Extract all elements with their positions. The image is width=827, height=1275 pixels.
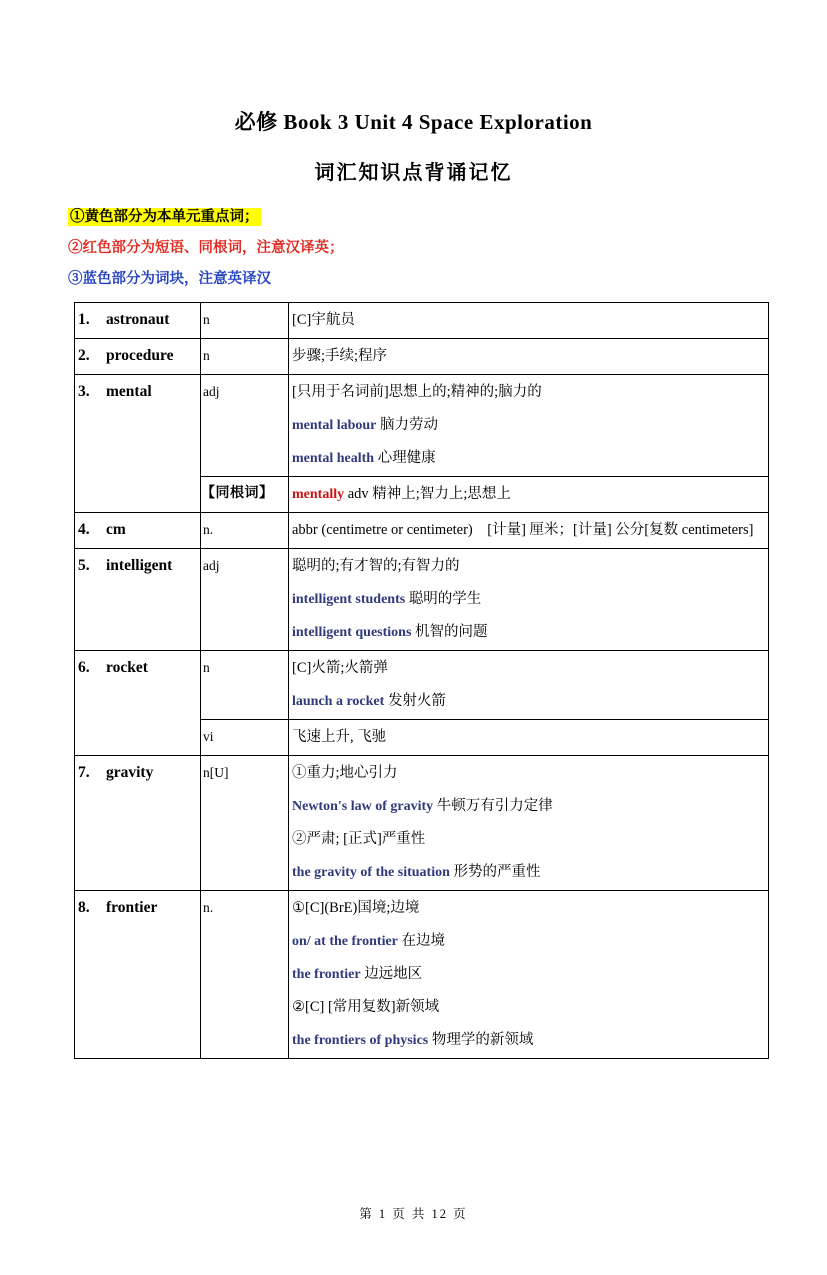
definition-text: 飞速上升, 飞驰 [292, 729, 387, 745]
definition-cell [289, 549, 769, 651]
definition-line [292, 721, 764, 754]
word-cell [75, 513, 201, 549]
definition-line [292, 925, 764, 958]
part-of-speech-cell: adj [201, 549, 289, 651]
part-of-speech-cell: n [201, 303, 289, 339]
part-of-speech-cell: vi [201, 720, 289, 756]
definition-line [292, 409, 764, 442]
definition-text: 心理健康 [374, 450, 436, 466]
definition-text: 物理学的新领域 [428, 1032, 534, 1048]
page-number-footer: 第 1 页 共 12 页 [359, 1207, 468, 1221]
definition-line [292, 442, 764, 475]
word-cell [75, 339, 201, 375]
table-row [75, 303, 769, 339]
entry-number: 2. [78, 347, 90, 364]
definition-line [292, 823, 764, 856]
page-subtitle: 词汇知识点背诵记忆 [314, 162, 513, 184]
definition-text: [C]宇航员 [292, 312, 355, 328]
note-chunks-blue-text: ③蓝色部分为词块，注意英译汉 [68, 271, 271, 287]
definition-text: abbr (centimetre or centimeter) [计量] 厘米；[计量] 公分[复数 centimeters] [292, 522, 754, 538]
entry-word: intelligent [106, 557, 173, 574]
entry-word: cm [106, 521, 126, 538]
definition-line [292, 514, 764, 547]
entry-number: 6. [78, 659, 90, 676]
definition-cell [289, 303, 769, 339]
definition-cell [289, 339, 769, 375]
definition-cell [289, 513, 769, 549]
phrase-text: mental health [292, 451, 375, 466]
definition-cell [289, 651, 769, 720]
definition-text: 边远地区 [360, 966, 423, 982]
definition-line [292, 685, 764, 718]
definition-text: 机智的问题 [411, 624, 488, 640]
definition-text: ①[C](BrE)国境;边境 [292, 900, 420, 916]
part-of-speech-cell: n. [201, 513, 289, 549]
phrase-text: intelligent questions [292, 625, 412, 640]
word-cell [75, 891, 201, 1059]
entry-word: gravity [106, 764, 154, 781]
part-of-speech-cell: n [201, 339, 289, 375]
definition-cell [289, 477, 769, 513]
definition-text: ②严肃; [正式]严重性 [292, 831, 426, 847]
definition-line [292, 616, 764, 649]
table-row [75, 339, 769, 375]
definition-text: 脑力劳动 [376, 417, 439, 433]
table-row [75, 549, 769, 651]
page-title: 必修 Book 3 Unit 4 Space Exploration [234, 110, 593, 134]
definition-text: [C]火箭;火箭弹 [292, 660, 388, 676]
entry-number: 3. [78, 383, 90, 400]
phrase-text: intelligent students [292, 592, 406, 607]
definition-line [292, 892, 764, 925]
entry-word: frontier [106, 899, 158, 916]
vocab-table [74, 302, 769, 1059]
definition-line [292, 340, 764, 373]
definition-cell [289, 756, 769, 891]
entry-word: mental [106, 383, 152, 400]
definition-cell [289, 720, 769, 756]
phrase-text: mental labour [292, 418, 377, 433]
note-phrases-red-text: ②红色部分为短语、同根词，注意汉译英； [68, 240, 344, 256]
note-key-words [68, 209, 827, 225]
phrase-text: the gravity of the situation [292, 865, 450, 880]
word-cell [75, 375, 201, 513]
part-of-speech-cell: adj [201, 375, 289, 477]
definition-text: 牛顿万有引力定律 [433, 798, 553, 814]
definition-text: ②[C] [常用复数]新领域 [292, 999, 440, 1015]
entry-word: procedure [106, 347, 174, 364]
root-word-label-cell: 【同根词】 [201, 477, 289, 513]
entry-number: 1. [78, 311, 90, 328]
phrase-text: on/ at the frontier [292, 934, 398, 949]
definition-line [292, 478, 764, 511]
definition-text: adv 精神上;智力上;思想上 [344, 486, 511, 502]
definition-line [292, 376, 764, 409]
entry-word: astronaut [106, 311, 170, 328]
definition-text: ①重力;地心引力 [292, 765, 398, 781]
phrase-text: launch a rocket [292, 694, 385, 709]
part-of-speech-cell: n[U] [201, 756, 289, 891]
vocab-table-body [75, 303, 769, 1059]
definition-line [292, 583, 764, 616]
table-row [75, 756, 769, 891]
definition-text: 发射火箭 [384, 693, 446, 709]
definition-line [292, 652, 764, 685]
entry-number: 7. [78, 764, 90, 781]
definition-line [292, 958, 764, 991]
word-cell [75, 549, 201, 651]
entry-number: 8. [78, 899, 90, 916]
definition-text: 聪明的;有才智的;有智力的 [292, 558, 460, 574]
definition-line [292, 550, 764, 583]
definition-cell [289, 375, 769, 477]
definition-text: [只用于名词前]思想上的;精神的;脑力的 [292, 384, 542, 400]
note-phrases-red [68, 240, 827, 256]
phrase-text: the frontier [292, 967, 361, 982]
definition-line [292, 991, 764, 1024]
phrase-text: Newton's law of gravity [292, 799, 434, 814]
definition-line [292, 856, 764, 889]
table-row [75, 651, 769, 720]
definition-line [292, 1024, 764, 1057]
root-word-text: mentally [292, 487, 345, 502]
legend-notes [68, 209, 827, 287]
definition-line [292, 757, 764, 790]
definition-text: 在边境 [397, 933, 446, 949]
entry-number: 4. [78, 521, 90, 538]
word-cell [75, 756, 201, 891]
word-cell [75, 303, 201, 339]
definition-line [292, 304, 764, 337]
definition-cell [289, 891, 769, 1059]
entry-word: rocket [106, 659, 148, 676]
definition-text: 形势的严重性 [449, 864, 541, 880]
phrase-text: the frontiers of physics [292, 1033, 429, 1048]
entry-number: 5. [78, 557, 90, 574]
word-cell [75, 651, 201, 756]
definition-text: 聪明的学生 [405, 591, 482, 607]
note-key-words-text: ①黄色部分为本单元重点词； [70, 209, 259, 225]
note-chunks-blue [68, 271, 827, 287]
table-row [75, 513, 769, 549]
definition-text: 步骤;手续;程序 [292, 348, 388, 364]
part-of-speech-cell: n. [201, 891, 289, 1059]
part-of-speech-cell: n [201, 651, 289, 720]
table-row [75, 375, 769, 477]
table-row [75, 891, 769, 1059]
document-page [0, 106, 827, 1275]
definition-line [292, 790, 764, 823]
